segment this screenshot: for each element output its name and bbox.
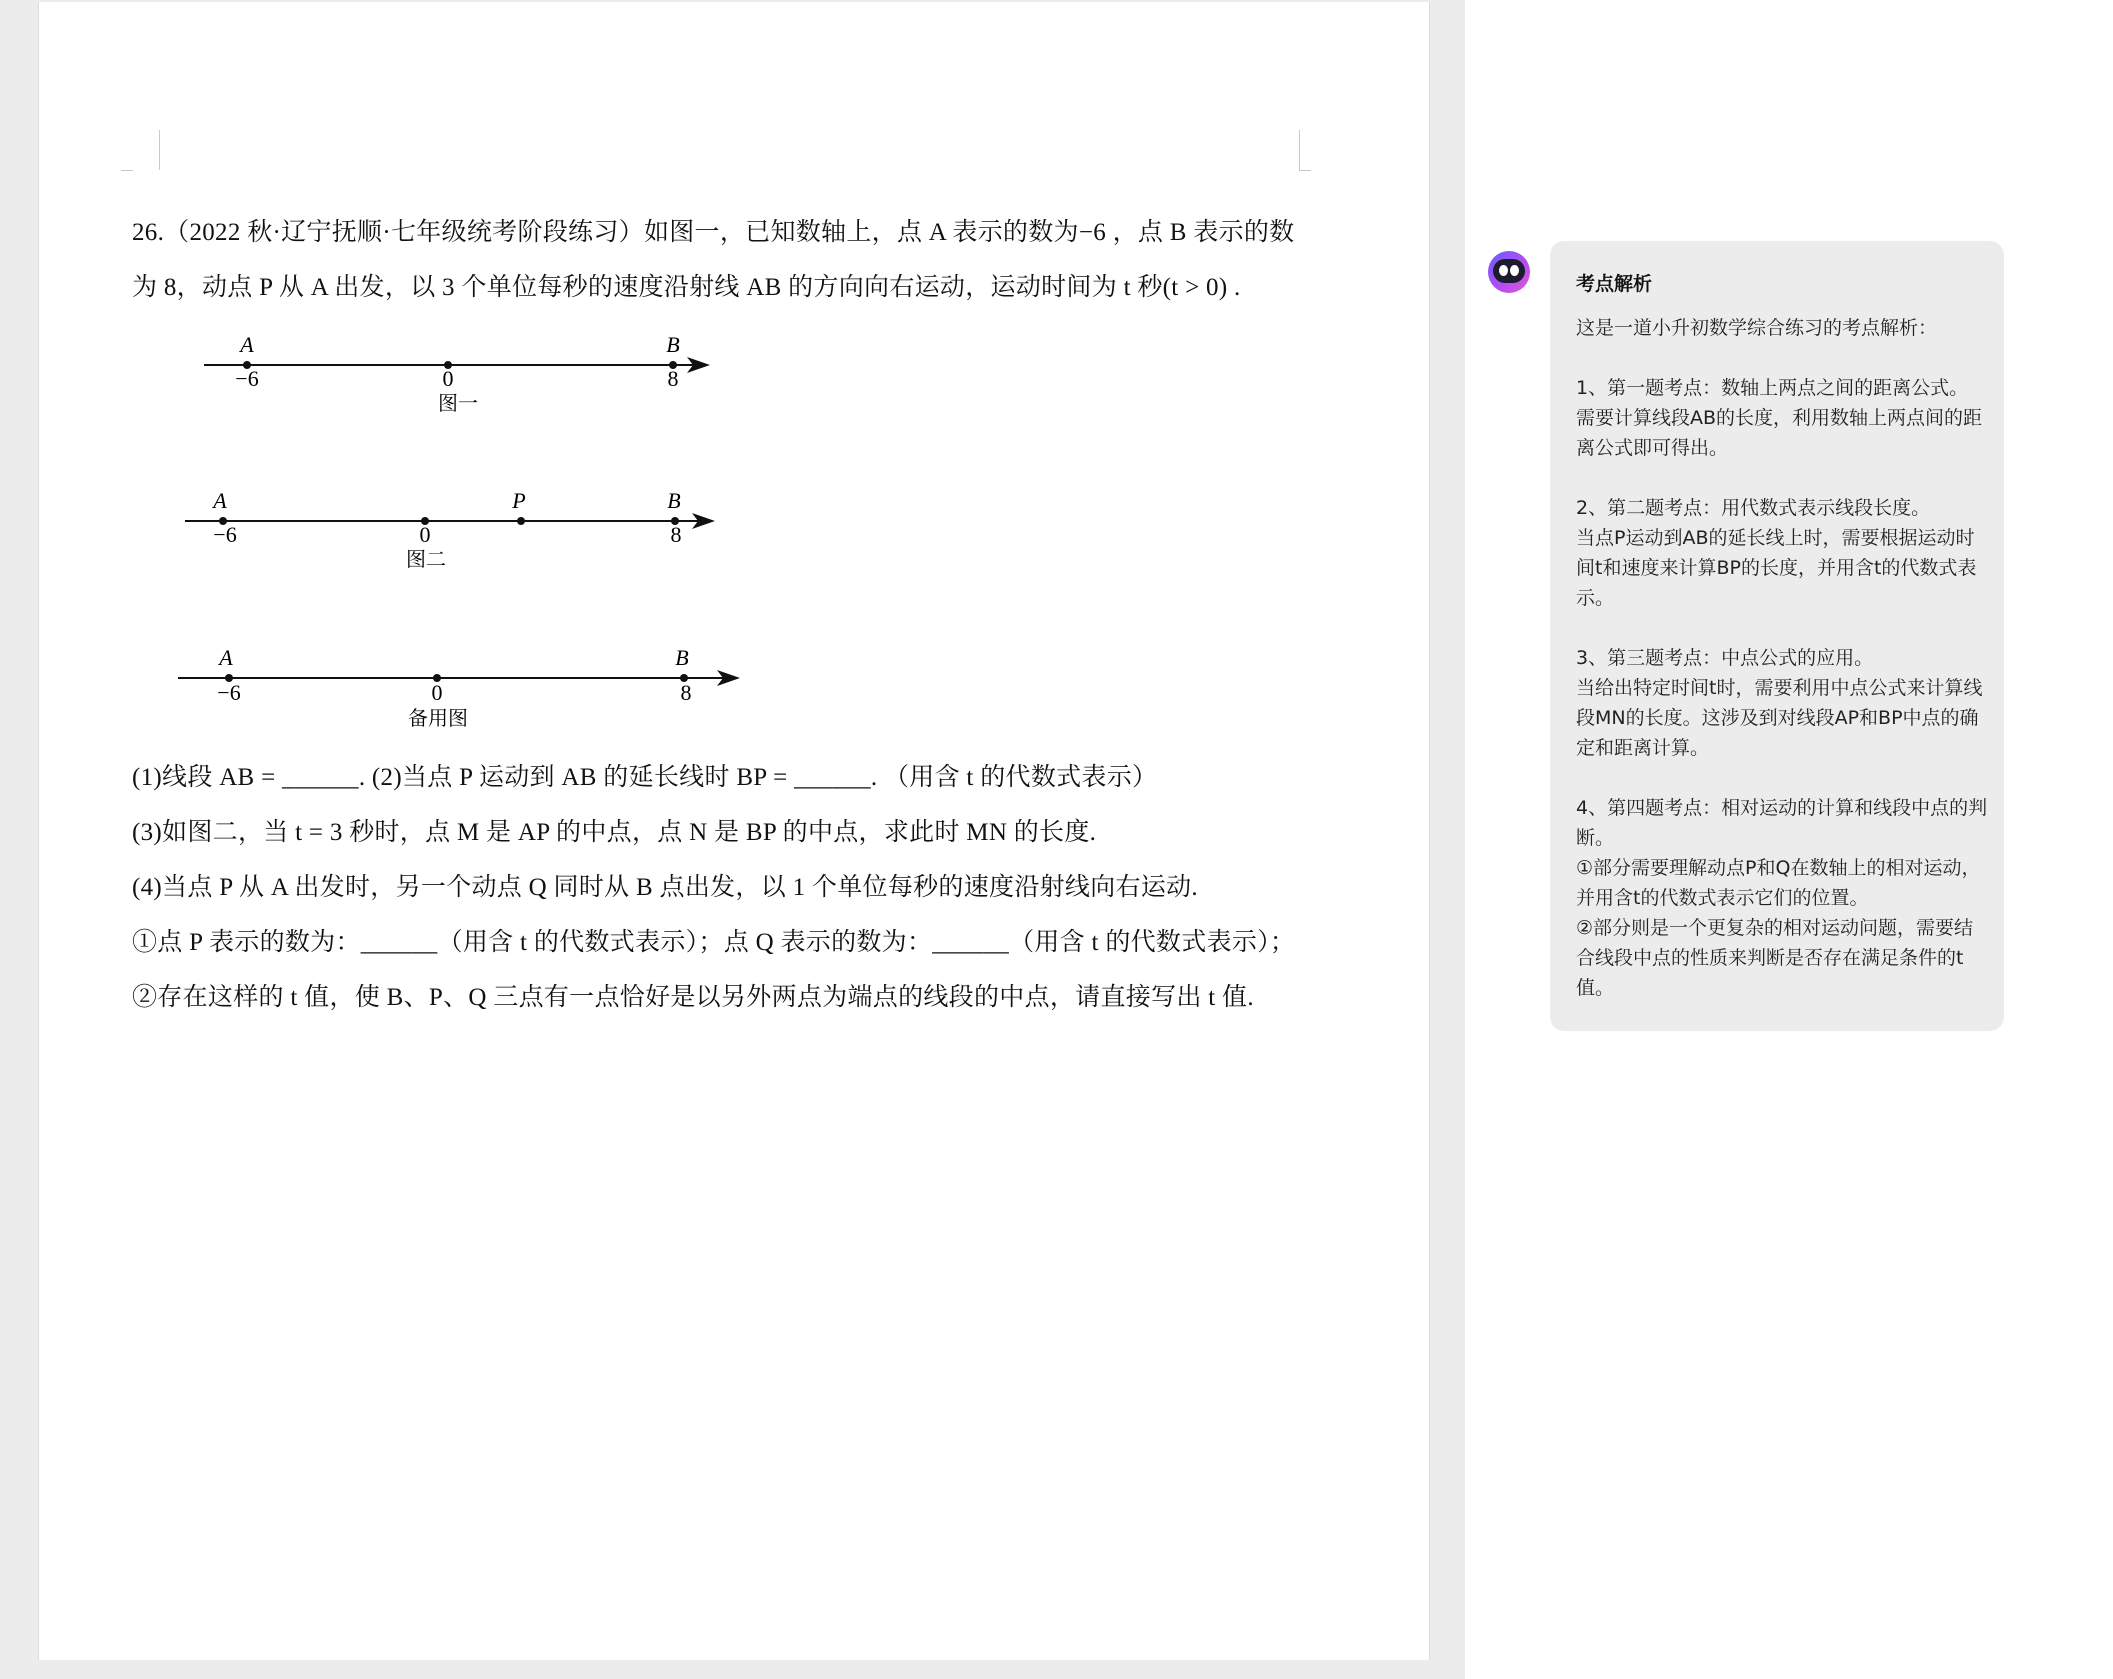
point-a-label: A [219, 645, 233, 670]
page-corner-marker [1299, 170, 1311, 171]
point-1-heading: 1、第一题考点：数轴上两点之间的距离公式。 [1576, 377, 1969, 399]
point-p-dot [517, 517, 525, 525]
point-b-label: B [666, 332, 680, 357]
point-b-label: B [675, 645, 689, 670]
point-b-label: B [667, 488, 681, 513]
point-4-heading: 4、第四题考点：相对运动的计算和线段中点的判断。 [1576, 797, 1988, 849]
point-3-heading: 3、第三题考点：中点公式的应用。 [1576, 647, 1874, 669]
message-body [1576, 313, 1991, 1003]
figure-caption: 备用图 [408, 706, 468, 730]
question-line-1: 26.（2022 秋·辽宁抚顺·七年级统考阶段练习）如图一，已知数轴上，点 A 表示的数为−6 ，点 B 表示的数 [132, 219, 1295, 246]
page-corner-marker [121, 170, 133, 171]
message-title: 考点解析 [1576, 273, 1653, 295]
tick-label: 0 [431, 680, 443, 705]
tick-label: 8 [670, 522, 682, 547]
point-4-detail-1: ①部分需要理解动点P和Q在数轴上的相对运动，并用含t的代数式表示它们的位置。 [1576, 857, 1981, 909]
number-line-figure-3 [165, 643, 765, 743]
question-part-4-2: ②存在这样的 t 值，使 B、P、Q 三点有一点恰好是以另外两点为端点的线段的中点，请直接写出 t 值. [132, 984, 1254, 1011]
point-a-label: A [240, 332, 254, 357]
page-corner-marker [1299, 130, 1340, 170]
point-2-detail: 当点P运动到AB的延长线上时，需要根据运动时间t和速度来计算BP的长度，并用含t的代数式表示。 [1576, 527, 1977, 609]
figure-caption: 图一 [438, 391, 478, 415]
tick-label: 0 [442, 366, 454, 391]
point-3-detail: 当给出特定时间t时，需要利用中点公式来计算线段MN的长度。这涉及到对线段AP和BP中点的确定和距离计算。 [1576, 677, 1983, 759]
assistant-message-bubble [1550, 241, 2004, 1031]
question-part-3: (3)如图二，当 t = 3 秒时，点 M 是 AP 的中点，点 N 是 BP 的中点，求此时 MN 的长度. [132, 819, 1097, 846]
number-line-figure-1 [190, 330, 750, 430]
tick-label: −6 [213, 522, 237, 547]
question-part-4: (4)当点 P 从 A 出发时，另一个动点 Q 同时从 B 点出发，以 1 个单位每秒的速度沿射线向右运动. [132, 874, 1198, 901]
point-4-detail-2: ②部分则是一个更复杂的相对运动问题，需要结合线段中点的性质来判断是否存在满足条件的t值。 [1576, 917, 1974, 999]
question-part-1-2: (1)线段 AB = ______. (2)当点 P 运动到 AB 的延长线时 BP = ______. （用含 t 的代数式表示） [132, 764, 1158, 791]
point-p-label: P [512, 488, 526, 513]
message-intro: 这是一道小升初数学综合练习的考点解析： [1576, 317, 1938, 339]
page-corner-marker [119, 130, 160, 170]
figure-caption: 图二 [406, 547, 446, 571]
tick-label: −6 [235, 366, 259, 391]
point-a-label: A [213, 488, 227, 513]
number-line-figure-2 [170, 487, 750, 587]
tick-label: 0 [419, 522, 431, 547]
tick-label: 8 [667, 366, 679, 391]
tick-label: 8 [680, 680, 692, 705]
point-1-detail: 需要计算线段AB的长度，利用数轴上两点间的距离公式即可得出。 [1576, 407, 1983, 459]
question-part-4-1: ①点 P 表示的数为：______（用含 t 的代数式表示）；点 Q 表示的数为：______（用含 t 的代数式表示）； [132, 929, 1296, 956]
assistant-avatar-icon [1488, 251, 1530, 293]
point-2-heading: 2、第二题考点：用代数式表示线段长度。 [1576, 497, 1931, 519]
question-line-2: 为 8，动点 P 从 A 出发，以 3 个单位每秒的速度沿射线 AB 的方向向右运动，运动时间为 t 秒(t > 0) . [132, 274, 1241, 301]
tick-label: −6 [217, 680, 241, 705]
